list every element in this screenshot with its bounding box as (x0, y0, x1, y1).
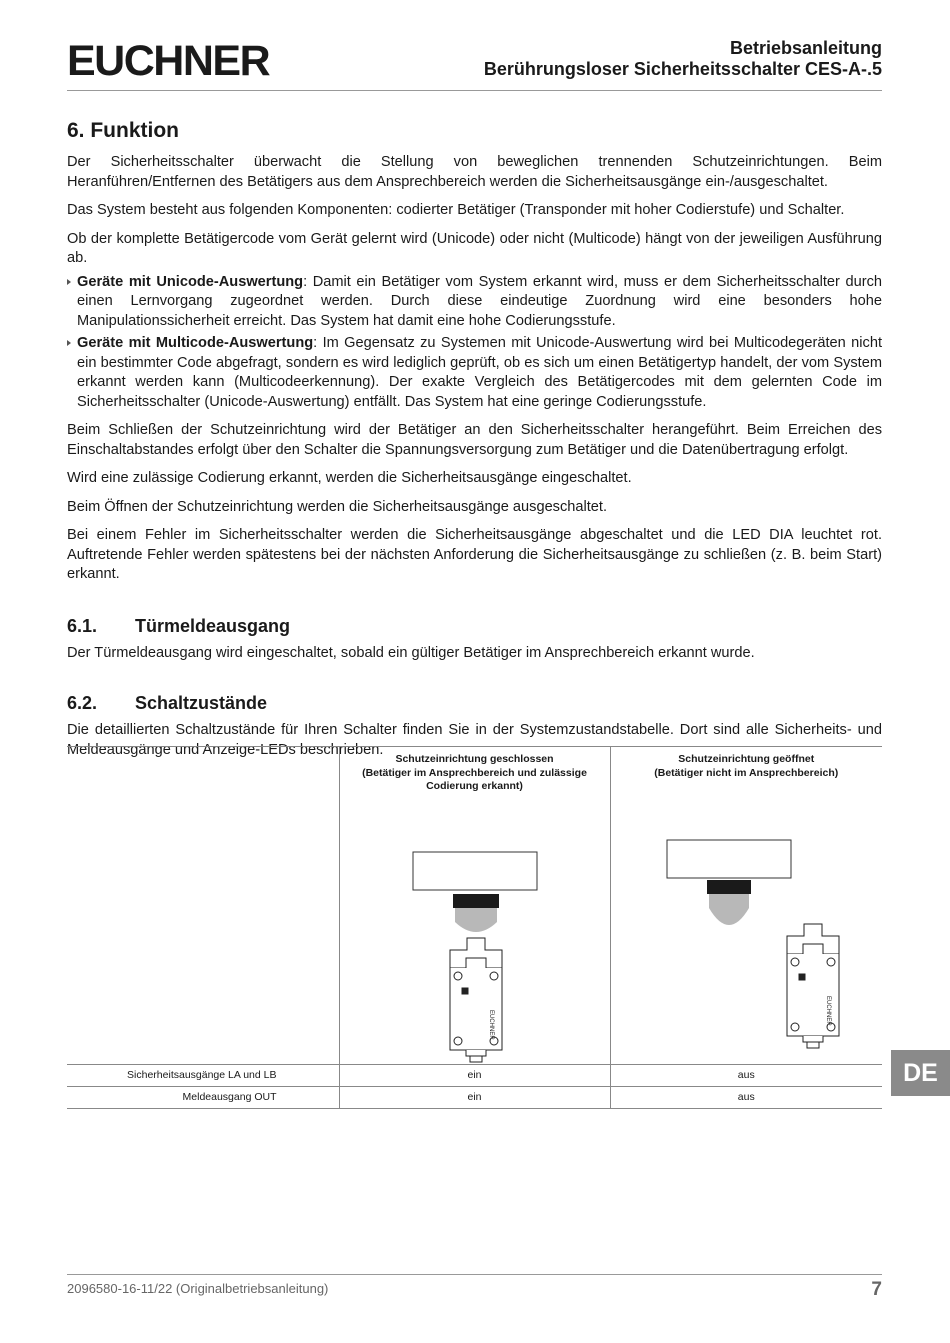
cell-signal-output-open: aus (610, 1086, 882, 1108)
section-6-heading: 6. Funktion (67, 119, 179, 142)
header-title-line1: Betriebsanleitung (729, 38, 882, 58)
column-head-open-line2: (Betätiger nicht im Ansprechbereich) (654, 766, 839, 779)
illustration-open (610, 794, 882, 1065)
closed-state-diagram (340, 782, 611, 1040)
main-content (67, 118, 882, 769)
illustration-closed (339, 794, 610, 1065)
device-brand-text: EUCHNER (824, 995, 831, 1026)
section-6-paragraph-3: Ob der komplette Betätigercode vom Gerät gelernt wird (Unicode) oder nicht (Multicode) hängt von der jeweiligen Ausführung ab. (67, 230, 882, 266)
section-6-1-heading (67, 615, 882, 637)
page-number: 7 (871, 1279, 882, 1300)
section-6-2-number: 6.2. (67, 693, 98, 713)
section-6-1-title: Türmeldeausgang (135, 615, 291, 636)
column-head-closed-line3: Codierung erkannt) (426, 780, 523, 792)
bullet-multicode-title: Geräte mit Multicode-Auswertung (77, 335, 314, 351)
section-6-paragraph-2: Das System besteht aus folgenden Komponenten: codierter Betätiger (Transponder mit hoher Codierstufe) und Schalter. (67, 202, 845, 218)
cell-safety-outputs-closed: ein (339, 1064, 610, 1086)
section-6-2-paragraph: Die detaillierten Schaltzustände für Ihren Schalter finden Sie in der Systemzustandstabelle. Dort sind alle Sicherheits- und Meldeausgänge und Anzeige-LEDs beschrieben. (67, 722, 882, 758)
illustration-spacer (67, 794, 339, 1065)
footer-document-reference: 2096580-16-11/22 (Originalbetriebsanleitung) (67, 1281, 329, 1296)
language-tab-de: DE (891, 1050, 950, 1096)
device-brand-text: EUCHNER (487, 1009, 494, 1040)
bullet-multicode (67, 334, 882, 412)
section-6-2-heading (67, 692, 882, 714)
section-6-paragraph-6: Beim Öffnen der Schutzeinrichtung werden die Sicherheitsausgänge ausgeschaltet. (67, 498, 608, 515)
switching-states-table (67, 746, 882, 1109)
bullet-triangle-icon (67, 340, 71, 346)
euchner-logo: EUCHNER (67, 37, 270, 85)
document-header (484, 38, 882, 80)
bullet-multicode-text: : Im Gegensatz zu Systemen mit Unicode-Auswertung wird bei Multicodegeräten nicht ein bestimmter Code abgefragt, sondern es wird lediglich geprüft, ob es sich um einen Betätigertyp handelt, der vom System erkannt werden kann (Multicodeerkennung). Der exakte Vergleich des Betätigercodes mit dem gelernten Code im Sicherheitsschalter (Unicode-Auswertung) entfällt. Das System hat eine geringe Codierungsstufe. (77, 335, 882, 410)
open-state-diagram (611, 782, 883, 1026)
section-6-paragraph-7: Bei einem Fehler im Sicherheitsschalter werden die Sicherheitsausgänge abgeschaltet und die LED DIA leuchtet rot. Auftretende Fehler werden spätestens bei der nächsten Anforderung die Sicherheitsausgänge zu schließen (z. B. beim Start) erkannt. (67, 527, 882, 582)
bullet-unicode-title: Geräte mit Unicode-Auswertung (77, 273, 304, 290)
bullet-unicode-text: : Damit ein Betätiger vom System erkannt wird, muss er dem Sicherheitsschalter durch einen Lernvorgang zugeordnet werden. Durch diese eindeutige Zuordnung wird eine besonders hohe Manipulationssicherheit erreicht. Das System hat damit eine hohe Codierungsstufe. (77, 273, 882, 329)
column-head-open-line1: Schutzeinrichtung geöffnet (678, 753, 815, 765)
section-6-1-paragraph: Der Türmeldeausgang wird eingeschaltet, sobald ein gültiger Betätiger im Ansprechbereich erkannt wurde. (67, 644, 755, 661)
section-6-paragraph-4: Beim Schließen der Schutzeinrichtung wird der Betätiger an den Sicherheitsschalter herangeführt. Beim Erreichen des Einschaltabstandes erfolgt über den Schalter die Spannungsversorgung zum Betätiger und die Datenübertragung erfolgt. (67, 422, 882, 458)
cell-safety-outputs-open: aus (610, 1064, 882, 1086)
section-6-paragraph-1: Der Sicherheitsschalter überwacht die Stellung von beweglichen trennenden Schutzeinrichtungen. Beim Heranführen/Entfernen des Betätigers aus dem Ansprechbereich werden die Sicherheitsausgänge ein-/ausgeschaltet. (67, 154, 882, 190)
row-label-signal-output: Meldeausgang OUT (67, 1086, 339, 1108)
section-6-paragraph-5: Wird eine zulässige Codierung erkannt, werden die Sicherheitsausgänge eingeschaltet. (67, 470, 632, 486)
row-label-safety-outputs: Sicherheitsausgänge LA und LB (67, 1064, 339, 1086)
section-6-2-title: Schaltzustände (135, 693, 268, 713)
header-divider (67, 90, 882, 91)
bullet-unicode (67, 273, 882, 332)
column-head-closed-line1: Schutzeinrichtung geschlossen (395, 753, 554, 765)
column-head-closed-line2: (Betätiger im Ansprechbereich und zulässige (362, 766, 587, 779)
section-6-1-number: 6.1. (67, 615, 98, 636)
header-title-line2: Berührungsloser Sicherheitsschalter CES-A-.5 (483, 59, 882, 79)
bullet-triangle-icon (67, 279, 71, 285)
cell-signal-output-closed: ein (339, 1086, 610, 1108)
table-corner-cell (67, 747, 339, 794)
footer-divider (67, 1274, 882, 1275)
